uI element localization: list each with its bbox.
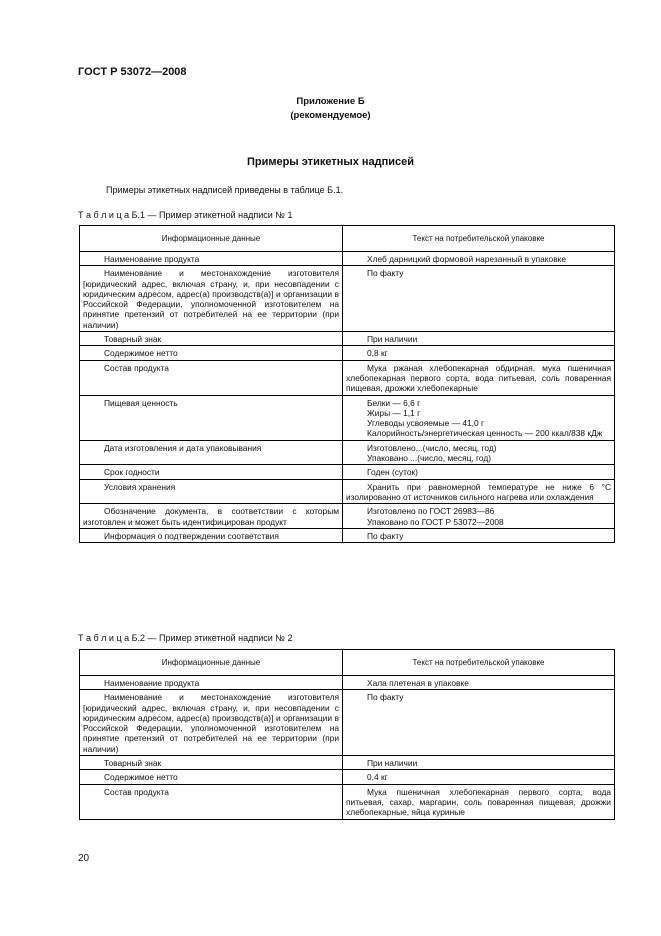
table-row [80, 690, 615, 756]
row-value-cell [343, 784, 615, 819]
table-row [80, 770, 615, 784]
row-value-cell [343, 360, 615, 395]
row-value: По факту [367, 692, 404, 703]
row-value: Белки — 6,6 г [367, 397, 421, 408]
row-label-cell [80, 465, 343, 479]
table-row [80, 676, 615, 690]
table-row [80, 504, 615, 529]
row-value-cell [343, 465, 615, 479]
row-label-cell [80, 676, 343, 690]
row-label: Товарный знак [104, 758, 162, 769]
row-label: Состав продукта [104, 362, 169, 373]
row-label: Условия хранения [104, 481, 176, 492]
table1-caption: Т а б л и ц а Б.1 — Пример этикетной надписи № 1 [78, 210, 293, 220]
row-value: Мука ржаная хлебопекарная обдирная, мука пшеничная хлебопекарная первого сорта, вода питьевая, соль поваренная пищевая, дрожжи хлебопекарные [346, 362, 611, 394]
row-label-cell [80, 528, 343, 542]
table-row [80, 479, 615, 504]
row-value-cell [343, 395, 615, 440]
table-row [80, 266, 615, 332]
row-label-cell [80, 770, 343, 784]
table2-caption: Т а б л и ц а Б.2 — Пример этикетной надписи № 2 [78, 633, 293, 643]
row-label: Обозначение документа, в соответствии с которым изготовлен и может быть идентифицирован продукт [83, 506, 339, 527]
page-number: 20 [78, 853, 90, 864]
row-label: Наименование и местонахождение изготовителя [юридический адрес, включая страну, и, при несовпадении с юридическим адресом, адрес(а) производств(а)] и организации в Российской Федерации, уполномоченной изготовителем на принятие претензий от потребителей на ее территории (при наличии) [83, 692, 339, 754]
column-header: Текст на потребительской упаковке [343, 650, 615, 676]
row-label: Товарный знак [104, 334, 162, 345]
row-label: Наименование и местонахождение изготовителя [юридический адрес, включая страну, и, при несовпадении с юридическим адресом, адрес(а) производств(а)] и организации в Российской Федерации, уполномоченной изготовителем на принятие претензий от потребителей на ее территории (при наличии) [83, 268, 339, 330]
row-label: Содержимое нетто [104, 348, 178, 359]
row-value-cell [343, 440, 615, 465]
row-label-cell [80, 440, 343, 465]
table-row [80, 346, 615, 360]
row-value-cell [343, 504, 615, 529]
row-label-cell [80, 252, 343, 266]
row-label-cell [80, 690, 343, 756]
table-row [80, 332, 615, 346]
row-label: Наименование продукта [104, 254, 200, 264]
table-row [80, 252, 615, 266]
column-header: Информационные данные [80, 650, 343, 676]
column-header: Текст на потребительской упаковке [343, 226, 615, 252]
section-title: Примеры этикетных надписей [246, 156, 415, 168]
row-value: Изготовлено...(число, месяц, год) [367, 442, 497, 453]
table1 [79, 225, 615, 543]
table-row [80, 784, 615, 819]
row-value: Изготовлено по ГОСТ 26983—86 [367, 506, 495, 517]
row-value-cell [343, 479, 615, 504]
table2 [79, 649, 615, 820]
row-label-cell [80, 346, 343, 360]
table-row [80, 440, 615, 465]
row-label-cell [80, 504, 343, 529]
row-value: По факту [367, 268, 404, 279]
row-label-cell [80, 784, 343, 819]
row-label-cell [80, 479, 343, 504]
row-label: Содержимое нетто [104, 772, 178, 783]
column-header: Информационные данные [80, 226, 343, 252]
appendix-subtitle: (рекомендуемое) [290, 110, 371, 121]
row-value-cell [343, 756, 615, 770]
row-value-cell [343, 676, 615, 690]
row-value-cell [343, 266, 615, 332]
row-value: 0,8 кг [367, 348, 388, 359]
row-label: Состав продукта [104, 786, 169, 797]
table-row [80, 756, 615, 770]
row-value: При наличии [367, 758, 418, 769]
table-header-row [80, 650, 615, 676]
row-value-cell [343, 528, 615, 542]
row-label-cell [80, 395, 343, 440]
row-value-cell [343, 332, 615, 346]
table-header-row [80, 226, 615, 252]
row-value-cell [343, 690, 615, 756]
row-value-cell [343, 346, 615, 360]
row-value: При наличии [367, 334, 418, 345]
row-value: По факту [367, 530, 404, 541]
row-label: Срок годности [104, 467, 160, 478]
row-label: Информация о подтверждении соответствия [104, 530, 279, 541]
table-row [80, 465, 615, 479]
row-value: Упаковано по ГОСТ Р 53072—2008 [367, 516, 504, 527]
row-value: 0,4 кг [367, 772, 388, 783]
row-label-cell [80, 266, 343, 332]
row-value: Годен (суток) [367, 467, 418, 478]
row-value: Хлеб дарницкий формовой нарезанный в упаковке [367, 254, 567, 264]
row-value-cell [343, 770, 615, 784]
row-value: Калорийность/энергетическая ценность — 200 ккал/838 кДж [367, 428, 603, 439]
row-label: Пищевая ценность [104, 397, 178, 408]
intro-text: Примеры этикетных надписей приведены в таблице Б.1. [106, 185, 344, 195]
table-row [80, 528, 615, 542]
row-label-cell [80, 360, 343, 395]
row-label-cell [80, 332, 343, 346]
document-code: ГОСТ Р 53072—2008 [78, 66, 187, 78]
row-value-cell [343, 252, 615, 266]
table-row [80, 360, 615, 395]
row-label-cell [80, 756, 343, 770]
row-value: Хала плетеная в упаковке [367, 678, 469, 688]
row-value: Упаковано ...(число, месяц, год) [367, 453, 492, 464]
appendix-title: Приложение Б [296, 96, 365, 107]
row-value: Жиры — 1,1 г [367, 407, 421, 418]
row-value: Хранить при равномерной температуре не ниже 6 °С изолированно от источников сильного нагрева или охлаждения [346, 481, 611, 502]
table-row [80, 395, 615, 440]
row-label: Наименование продукта [104, 678, 200, 688]
row-label: Дата изготовления и дата упаковывания [104, 442, 262, 453]
row-value: Мука пшеничная хлебопекарная первого сорта, вода питьевая, сахар, маргарин, соль поваренная пищевая, дрожжи хлебопекарные, яйца куриные [346, 786, 611, 818]
row-value: Углеводы усвояемые — 41,0 г [367, 418, 485, 429]
